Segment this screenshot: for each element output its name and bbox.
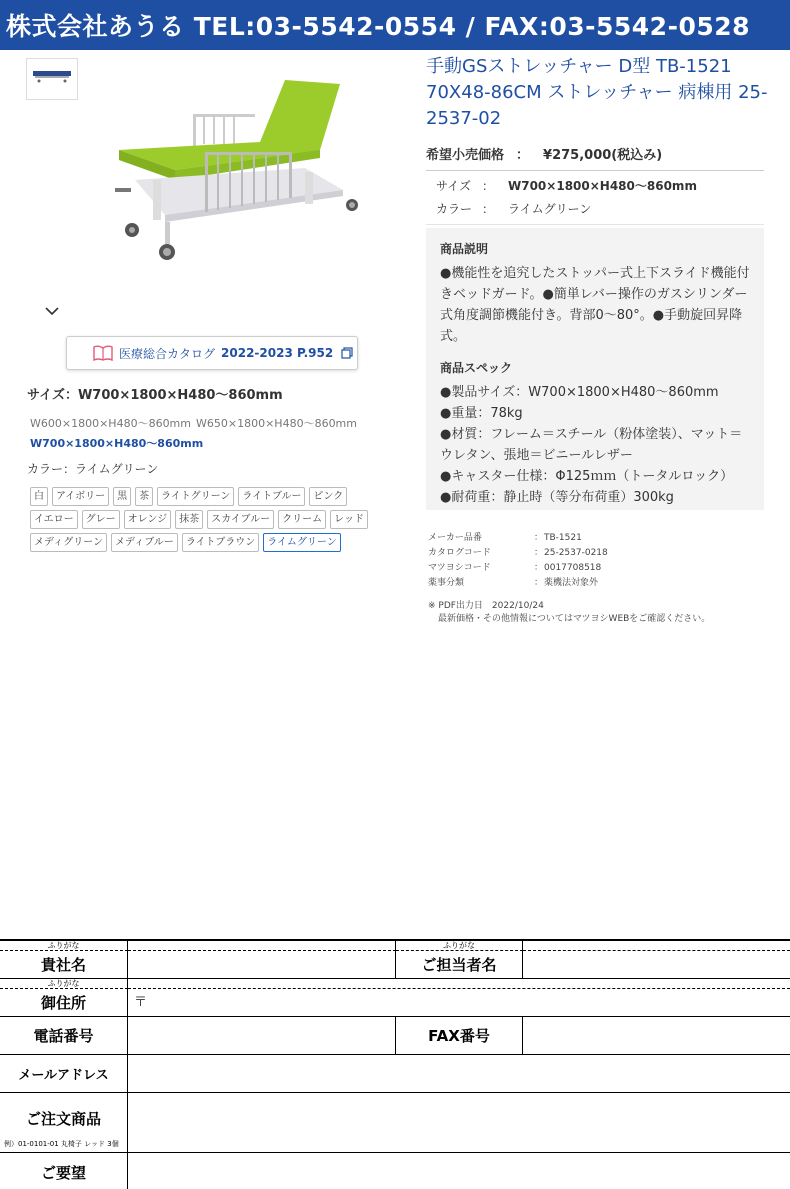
address-label: 御住所	[0, 989, 128, 1017]
company-field[interactable]	[128, 951, 396, 979]
company-label: 貴社名	[0, 951, 128, 979]
spec-line: ●製品サイズ：W700×1800×H480～860mm	[440, 385, 719, 400]
catalog-year-page: 2022-2023 P.952	[221, 346, 334, 360]
color-option[interactable]: 茶	[135, 487, 153, 506]
contact-furigana-field[interactable]	[523, 941, 790, 951]
note-date: ※ PDF出力日 2022/10/24	[428, 601, 544, 611]
color-option[interactable]: レッド	[330, 510, 368, 529]
furigana-label: ふりがな	[0, 979, 128, 989]
color-option[interactable]: 抹茶	[175, 510, 203, 529]
meta-colon: ：	[534, 563, 544, 573]
email-field[interactable]	[128, 1055, 790, 1093]
spec-size-row	[436, 177, 697, 194]
request-field[interactable]	[128, 1153, 790, 1189]
catalog-name: 医療総合カタログ	[119, 346, 216, 361]
spec-key: カラー	[436, 202, 473, 216]
meta-key: カタログコード	[428, 548, 491, 558]
price-colon: ：	[516, 148, 530, 163]
product-meta	[428, 531, 608, 591]
color-options	[30, 487, 390, 552]
order-item-field[interactable]	[128, 1093, 790, 1153]
postal-mark: 〒	[134, 995, 148, 1010]
order-form	[0, 939, 790, 1189]
spec-line: ●材質：フレーム＝スチール（粉体塗装）、マット＝ウレタン、張地＝ビニールレザー	[440, 427, 743, 463]
spec-value: W700×1800×H480～860mm	[508, 179, 697, 193]
meta-key: メーカー品番	[428, 533, 482, 543]
color-option[interactable]: メディグリーン	[30, 533, 107, 552]
spec-key: サイズ	[436, 179, 472, 193]
book-icon	[93, 345, 113, 361]
note-text: 最新価格・その他情報についてはマツヨシWEBをご確認ください。	[438, 614, 711, 624]
contact-person-label: ご担当者名	[396, 951, 523, 979]
meta-value: TB-1521	[544, 533, 582, 543]
spec-line: ●耐荷重：静止時（等分布荷重）300kg	[440, 490, 674, 505]
price-row	[426, 144, 662, 163]
spec-color-row	[436, 200, 591, 217]
description-heading: 商品説明	[440, 242, 489, 256]
meta-colon: ：	[534, 533, 544, 543]
fax-field[interactable]	[523, 1017, 790, 1055]
color-option[interactable]: ライトブラウン	[182, 533, 259, 552]
fax-label: FAX番号	[396, 1017, 523, 1055]
copy-icon	[341, 347, 353, 359]
meta-row	[428, 576, 608, 591]
color-option[interactable]: ライムグリーン	[263, 533, 341, 552]
gallery-thumbnail[interactable]	[26, 58, 78, 100]
description-text: ●機能性を追究したストッパー式上下スライド機能付きベッドガード。●簡単レバー操作のガスシリンダー式角度調節機能付き。背部0～80°。●手動旋回昇降式。	[440, 266, 750, 344]
meta-key: マツヨシコード	[428, 563, 491, 573]
spec-colon: ：	[482, 179, 495, 193]
order-item-label: ご注文商品	[25, 1109, 101, 1128]
order-item-label-cell	[0, 1093, 128, 1153]
color-option[interactable]: 白	[30, 487, 48, 506]
meta-colon: ：	[534, 578, 544, 588]
email-label: メールアドレス	[0, 1055, 128, 1093]
color-option[interactable]: スカイブルー	[207, 510, 274, 529]
meta-row	[428, 546, 608, 561]
catalog-reference-button[interactable]	[66, 336, 358, 370]
color-option[interactable]: アイボリー	[52, 487, 109, 506]
request-label: ご要望	[0, 1153, 128, 1189]
color-option[interactable]: 黒	[113, 487, 131, 506]
size-options	[30, 414, 380, 454]
spec-value: ライムグリーン	[508, 202, 592, 216]
spec-line: ●重量：78kg	[440, 406, 523, 421]
header-banner: 株式会社あうる TEL:03-5542-0554 / FAX:03-5542-0528	[0, 0, 790, 50]
divider	[426, 224, 764, 225]
meta-key: 薬事分類	[428, 578, 465, 588]
phone-field[interactable]	[128, 1017, 396, 1055]
product-title: 手動GSストレッチャー D型 TB-1521 70X48-86CM ストレッチャー 病棟用 25-2537-02	[426, 56, 768, 129]
size-option[interactable]: W600×1800×H480～860mm	[30, 417, 191, 430]
divider	[426, 170, 764, 171]
price-label: 希望小売価格	[426, 148, 505, 163]
spec-line: ●キャスター仕様：Φ125ｍｍ（トータルロック）	[440, 469, 734, 484]
color-selector-label: カラー：ライムグリーン	[27, 462, 159, 476]
size-option[interactable]: W700×1800×H480～860mm	[30, 437, 204, 450]
furigana-label: ふりがな	[396, 941, 523, 951]
meta-row	[428, 561, 608, 576]
meta-value: 薬機法対象外	[544, 578, 599, 588]
main-product-image	[105, 70, 370, 275]
contact-person-field[interactable]	[523, 951, 790, 979]
order-example: 例）01-0101-01 丸椅子 レッド 3個	[4, 1140, 119, 1148]
spec-colon: ：	[482, 202, 495, 216]
meta-row	[428, 531, 608, 546]
size-option[interactable]: W650×1800×H480～860mm	[196, 417, 357, 430]
description-box	[426, 228, 764, 510]
price-value: ¥275,000(税込み)	[543, 148, 663, 163]
chevron-down-icon[interactable]	[44, 303, 60, 319]
color-option[interactable]: オレンジ	[124, 510, 172, 529]
color-option[interactable]: ライトブルー	[238, 487, 305, 506]
pdf-note	[428, 600, 710, 626]
spec-heading: 商品スペック	[440, 361, 513, 375]
address-furigana-field[interactable]	[128, 979, 790, 989]
color-option[interactable]: メディブルー	[111, 533, 178, 552]
meta-value: 0017708518	[544, 563, 602, 573]
color-option[interactable]: ライトグリーン	[157, 487, 234, 506]
color-option[interactable]: ピンク	[309, 487, 347, 506]
phone-label: 電話番号	[0, 1017, 128, 1055]
color-option[interactable]: グレー	[82, 510, 120, 529]
meta-colon: ：	[534, 548, 544, 558]
company-furigana-field[interactable]	[128, 941, 396, 951]
size-selector-label: サイズ：W700×1800×H480～860mm	[27, 388, 283, 403]
color-option[interactable]: クリーム	[278, 510, 326, 529]
color-option[interactable]: イエロー	[30, 510, 78, 529]
address-field[interactable]	[128, 989, 790, 1017]
meta-value: 25-2537-0218	[544, 548, 608, 558]
furigana-label: ふりがな	[0, 941, 128, 951]
